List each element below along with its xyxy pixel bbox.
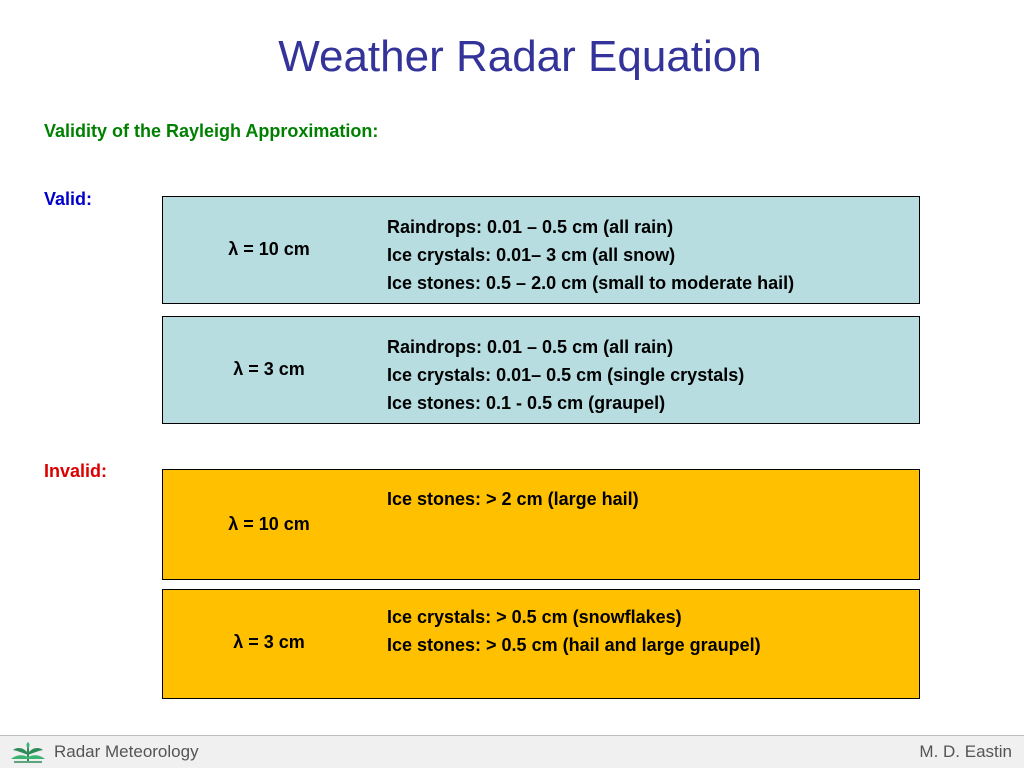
- green-plant-logo-icon: [10, 741, 46, 763]
- footer-bar: [0, 735, 1024, 768]
- particle-line: Ice stones: > 2 cm (large hail): [387, 489, 639, 509]
- particle-line: Ice stones: > 0.5 cm (hail and large graupel): [387, 635, 761, 655]
- invalid-box-10cm: [162, 469, 920, 580]
- slide-title: Weather Radar Equation: [278, 32, 762, 81]
- footer-author: M. D. Eastin: [919, 742, 1012, 761]
- particle-line: Ice stones: 0.5 – 2.0 cm (small to moderate hail): [387, 273, 795, 293]
- wavelength-label: λ = 3 cm: [233, 632, 305, 652]
- footer-left: [10, 741, 199, 763]
- wavelength-label: λ = 10 cm: [228, 514, 310, 534]
- invalid-box-3cm: [162, 589, 920, 699]
- footer-course-title: Radar Meteorology: [54, 742, 199, 761]
- valid-section-label: Valid:: [44, 189, 93, 209]
- slide-subtitle: Validity of the Rayleigh Approximation:: [44, 121, 379, 141]
- particle-line: Raindrops: 0.01 – 0.5 cm (all rain): [387, 217, 674, 237]
- wavelength-label: λ = 3 cm: [233, 359, 305, 379]
- valid-box-3cm: [162, 316, 920, 424]
- particle-list: [387, 213, 794, 297]
- particle-line: Ice crystals: > 0.5 cm (snowflakes): [387, 607, 682, 627]
- valid-box-10cm: [162, 196, 920, 304]
- particle-line: Ice crystals: 0.01– 3 cm (all snow): [387, 245, 676, 265]
- particle-line: Ice stones: 0.1 - 0.5 cm (graupel): [387, 393, 666, 413]
- particle-list: [387, 333, 744, 417]
- invalid-section-label: Invalid:: [44, 461, 108, 481]
- wavelength-label: λ = 10 cm: [228, 239, 310, 259]
- particle-list: [387, 485, 639, 513]
- particle-list: [387, 603, 761, 659]
- particle-line: Raindrops: 0.01 – 0.5 cm (all rain): [387, 337, 674, 357]
- particle-line: Ice crystals: 0.01– 0.5 cm (single crystals): [387, 365, 745, 385]
